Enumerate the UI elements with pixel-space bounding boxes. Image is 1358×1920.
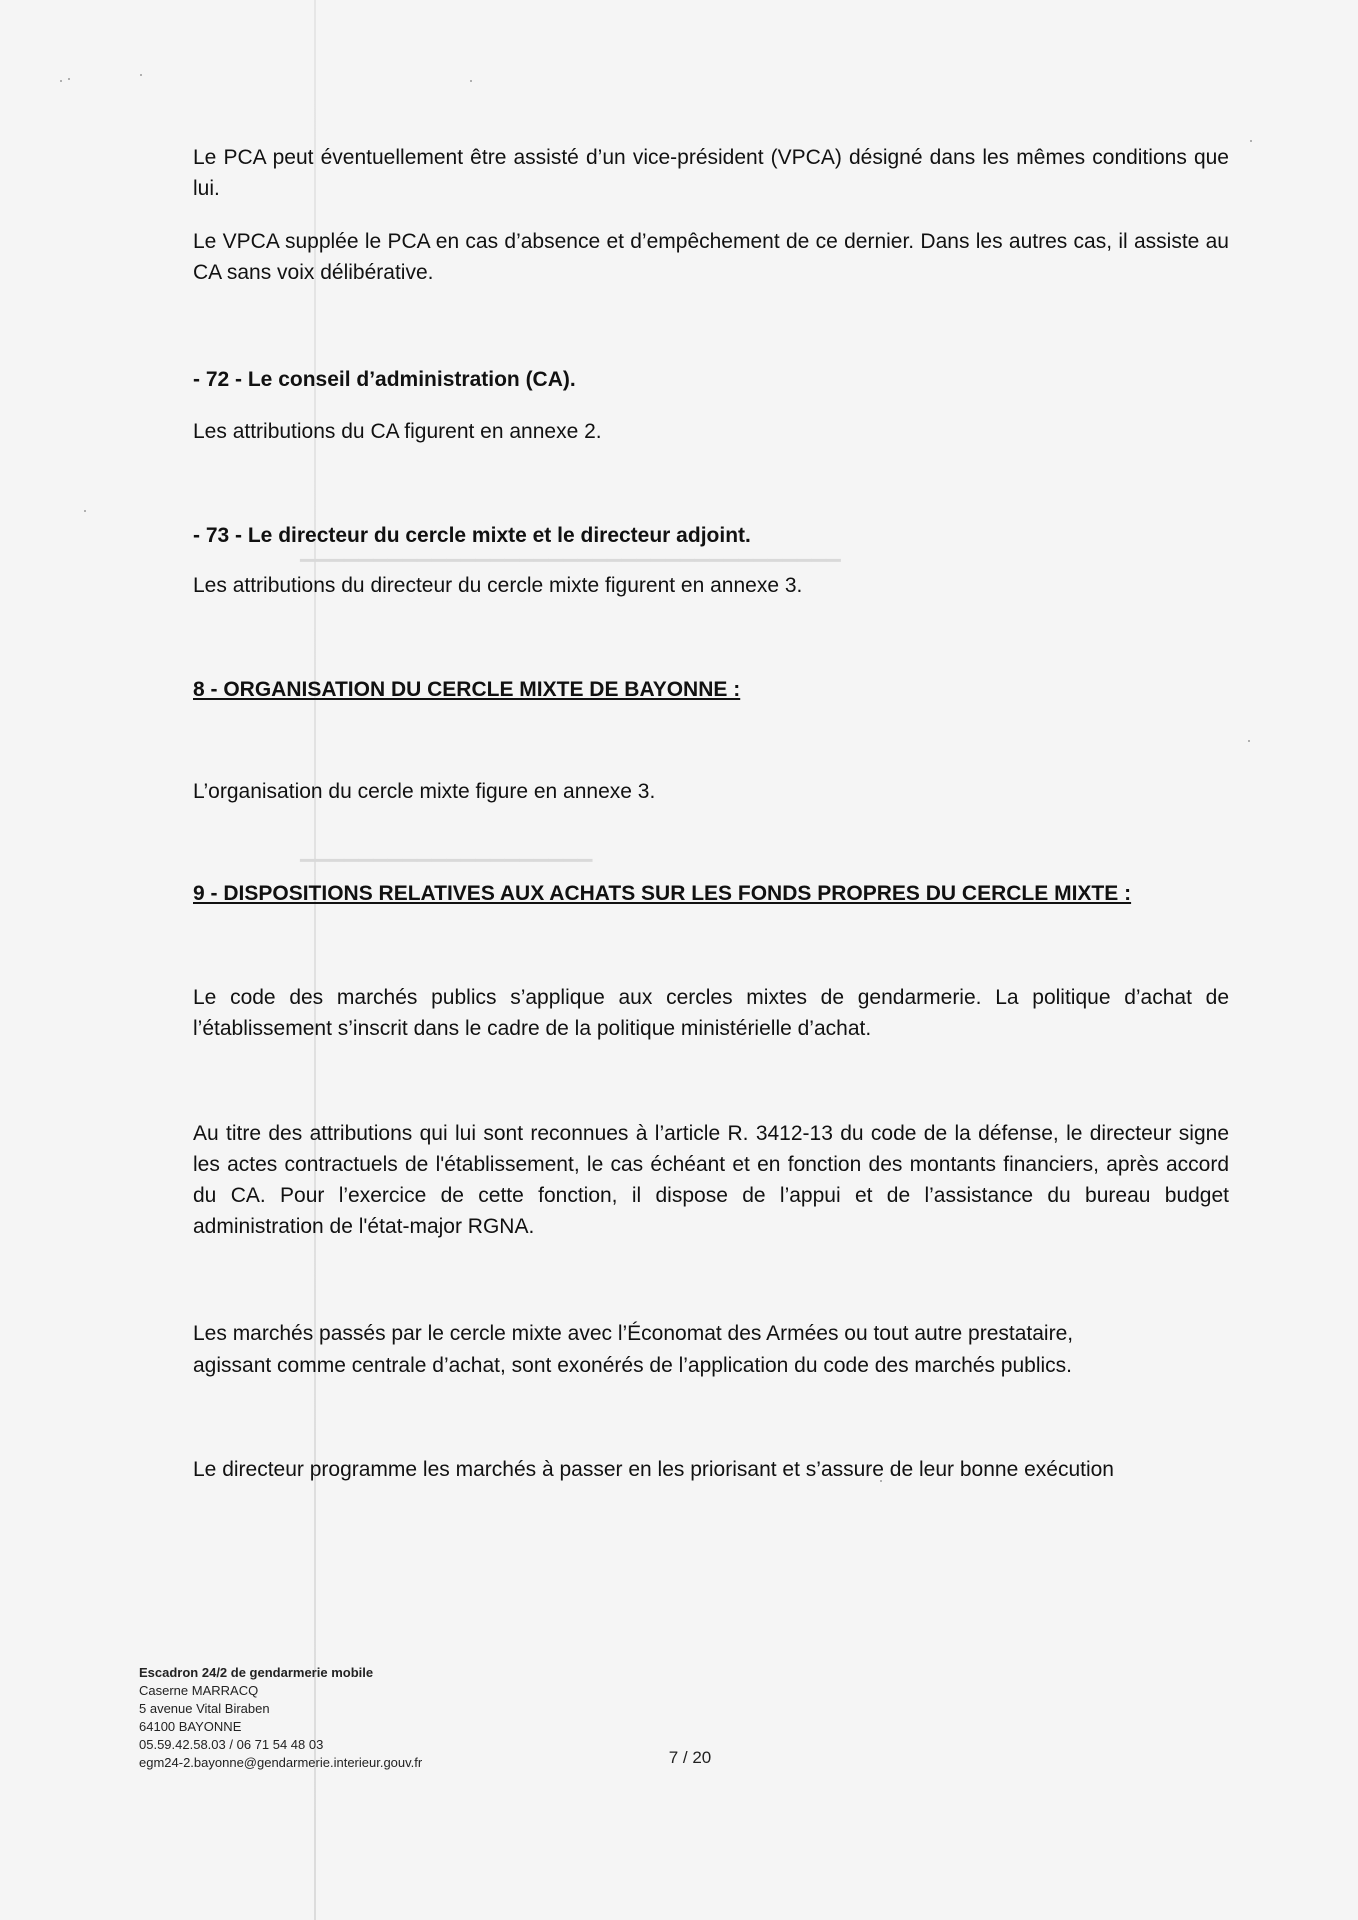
bleed-through-text: ▁▁▁▁▁▁▁▁▁▁▁▁▁▁▁▁▁▁▁▁▁▁▁▁▁▁▁▁▁▁▁▁▁▁▁▁▁ xyxy=(300,541,841,562)
paragraph-director-attributions: Les attributions du directeur du cercle mixte figurent en annexe 3. xyxy=(193,574,803,597)
paragraph-attributions-directeur: Au titre des attributions qui lui sont reconnues à l’article R. 3412-13 du code de la défense, le directeur signe les actes contractuels de l'établissement, le cas échéant et en fonction des montants financiers, après accord du CA. Pour l’exercice de cette fonction, il dispose de l’appui et de l’assistance du bureau budget administration de l'état-major RGNA. xyxy=(193,1122,1229,1238)
page-fold-shadow xyxy=(314,0,316,1920)
section-heading-73: - 73 - Le directeur du cercle mixte et le directeur adjoint. xyxy=(193,524,751,547)
paragraph-programmation: Le directeur programme les marchés à passer en les priorisant et s’assure de leur bonne exécution xyxy=(193,1458,1114,1481)
page-number: 7 / 20 xyxy=(668,1748,712,1767)
bleed-through-text: ▁▁▁▁▁▁▁▁▁▁▁▁▁▁▁▁▁▁▁▁ xyxy=(300,841,593,862)
paragraph-economat-line2: agissant comme centrale d’achat, sont exonérés de l’application du code des marchés publics. xyxy=(193,1354,1072,1377)
paragraph-organisation: L’organisation du cercle mixte figure en annexe 3. xyxy=(193,780,656,803)
footer-email: egm24-2.bayonne@gendarmerie.interieur.gouv.fr xyxy=(139,1755,423,1770)
section-heading-72: - 72 - Le conseil d’administration (CA). xyxy=(193,368,576,391)
paragraph-vpca-role: Le VPCA supplée le PCA en cas d’absence et d’empêchement de ce dernier. Dans les autres cas, il assiste au CA sans voix délibérative. xyxy=(193,230,1229,284)
footer-address-block xyxy=(139,1664,422,1772)
section-heading-8: 8 - ORGANISATION DU CERCLE MIXTE DE BAYONNE : xyxy=(193,678,741,701)
footer-caserne: Caserne MARRACQ xyxy=(139,1683,259,1698)
paragraph-ca-attributions: Les attributions du CA figurent en annexe 2. xyxy=(193,420,602,443)
section-heading-9: 9 - DISPOSITIONS RELATIVES AUX ACHATS SUR LES FONDS PROPRES DU CERCLE MIXTE : xyxy=(193,882,1132,905)
paragraph-code-marches: Le code des marchés publics s’applique aux cercles mixtes de gendarmerie. La politique d’achat de l’établissement s’inscrit dans le cadre de la politique ministérielle d’achat. xyxy=(193,986,1229,1040)
paragraph-vpca: Le PCA peut éventuellement être assisté d’un vice-président (VPCA) désigné dans les mêmes conditions que lui. xyxy=(193,146,1229,200)
footer-city: 64100 BAYONNE xyxy=(139,1719,242,1734)
footer-phone: 05.59.42.58.03 / 06 71 54 48 03 xyxy=(139,1737,324,1752)
footer-street: 5 avenue Vital Biraben xyxy=(139,1701,270,1716)
paragraph-economat-line1: Les marchés passés par le cercle mixte avec l’Économat des Armées ou tout autre prestataire, xyxy=(193,1322,1074,1345)
footer-organisation: Escadron 24/2 de gendarmerie mobile xyxy=(139,1665,374,1680)
